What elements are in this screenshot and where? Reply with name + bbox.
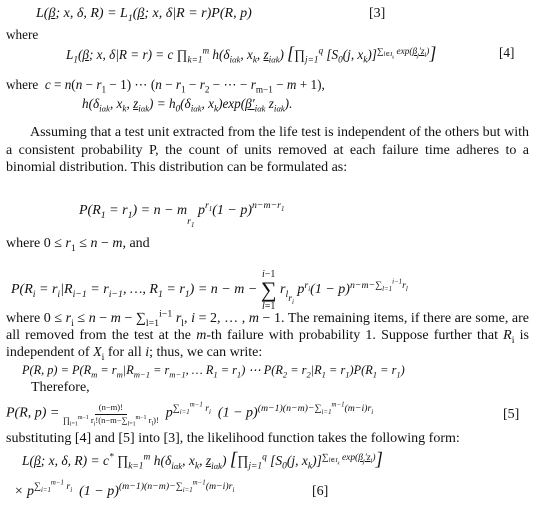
- equation-6-line-2: × $p^{\sum_{i=1}^{m-1} r_i}$ $(1 - p)^{(m-1)(n-m)-\sum_{i=1}^{m-1}(m-i)r_i}$: [14, 480, 235, 499]
- equation-5: P(R, $p) = \frac{(n-m)!}{\prod_{i=1}^{m-1} r_i!(n-m-\sum_{l=1}^{m-1} r_l)!} p^{\sum_{i=1}^{m-1} r_i}$ $(1 - p)^{(m-1)(n-m)-\sum_{i=1}^{m-1}(m-i)r_i}$: [6, 401, 374, 428]
- equation-6-tag: [6]: [312, 484, 329, 499]
- equation-3: L(β; x, δ, $R) = L_1(\beta$; x, δ|R = r)P(R, p): [36, 6, 252, 24]
- hazard-definition: $h(\delta_{i\alpha k}$, $x_k$, $z_{i\alpha k}) = h_0(\delta_{i\alpha k}$, $x_k)\exp(\beta'_{i\alpha k}$ $z_{i\alpha k}$).: [82, 96, 293, 114]
- paragraph-removal: where $0 \le r_i \le n - m - \sum_{l=1}^{i-1}$ $r_l$, i = 2, … , m − 1. The remaining items, if there are some, are all removed from the test at the m-th failure with probability 1. Suppose further that $R_i$ is independent of $X_i$ for all i; thus, we can write:: [6, 308, 530, 363]
- where-label-1: where: [6, 27, 39, 42]
- equation-4-tag: [4]: [499, 45, 515, 60]
- equation-pri: $P(R_i = r_i|R_{i-1} = r_{i-1}$, …, $R_1 = r_1) = n - m - i-1$ ∑ l=1 $r_{lr_i}$ $p^{r_i}(1 - p)^{n-m-\sum_{l=1}^{i-1}r_l}$: [11, 269, 408, 312]
- equation-5-tag: [5]: [503, 407, 520, 422]
- constant-c-definition: where $c = n(n - r_1 - 1)$ ⋯ ($n - r_1 - r_2$ − ⋯ − $r_{m-1} - m + 1$),: [6, 77, 325, 95]
- equation-3-tag: [3]: [369, 6, 386, 21]
- paragraph-binomial-intro: Assuming that a test unit extracted from the life test is independent of the others but with a consistent probability P, the count of units removed at each failure time adheres to a binomial distribution. This distribution can be formulated as:: [6, 125, 529, 175]
- equation-6-line-1: L(β; x, δ, R) = c* $\prod_{k=1}^m$ $h(\delta_{i\alpha k}$, $x_k$, $z_{i\alpha k}$) [$\prod_{j=1}^q$ [$S_0(j$, $x_k)]^{\sum_{l\in I_k} exp(\beta_j'z_l)}$]: [22, 449, 383, 472]
- equation-4: $L_1(\beta$; x, δ|R = r) = c $\prod_{k=1}^m$ $h(\delta_{i\alpha k}$, $x_k$, $z_{i\alpha k}$) [$\prod_{j=1}^q$ [$S_0(j$, $x_k)]^{\sum_{l\in I_k} exp(\beta_j'z_l)}$]: [66, 43, 437, 65]
- therefore-label: Therefore,: [31, 380, 90, 395]
- condition-r1: where $0 \le r_1 \le n - m$, and: [6, 236, 150, 254]
- substitution-sentence: substituting [4] and [5] into [3], the likelihood function takes the following form:: [6, 431, 460, 446]
- equation-pr1: $P(R_1 = r_1) = n - m_{r_1}$ $p^{r_1}(1 - p)^{n-m-r_1}$: [79, 200, 285, 229]
- equation-chain: P(R, $p) = P(R_m = r_m|R_{m-1} = r_{m-1}$, … $R_1 = r_1$) ⋯ $P(R_2 = r_2|R_1 = r_1)P(R_1 = r_1)$: [22, 363, 405, 380]
